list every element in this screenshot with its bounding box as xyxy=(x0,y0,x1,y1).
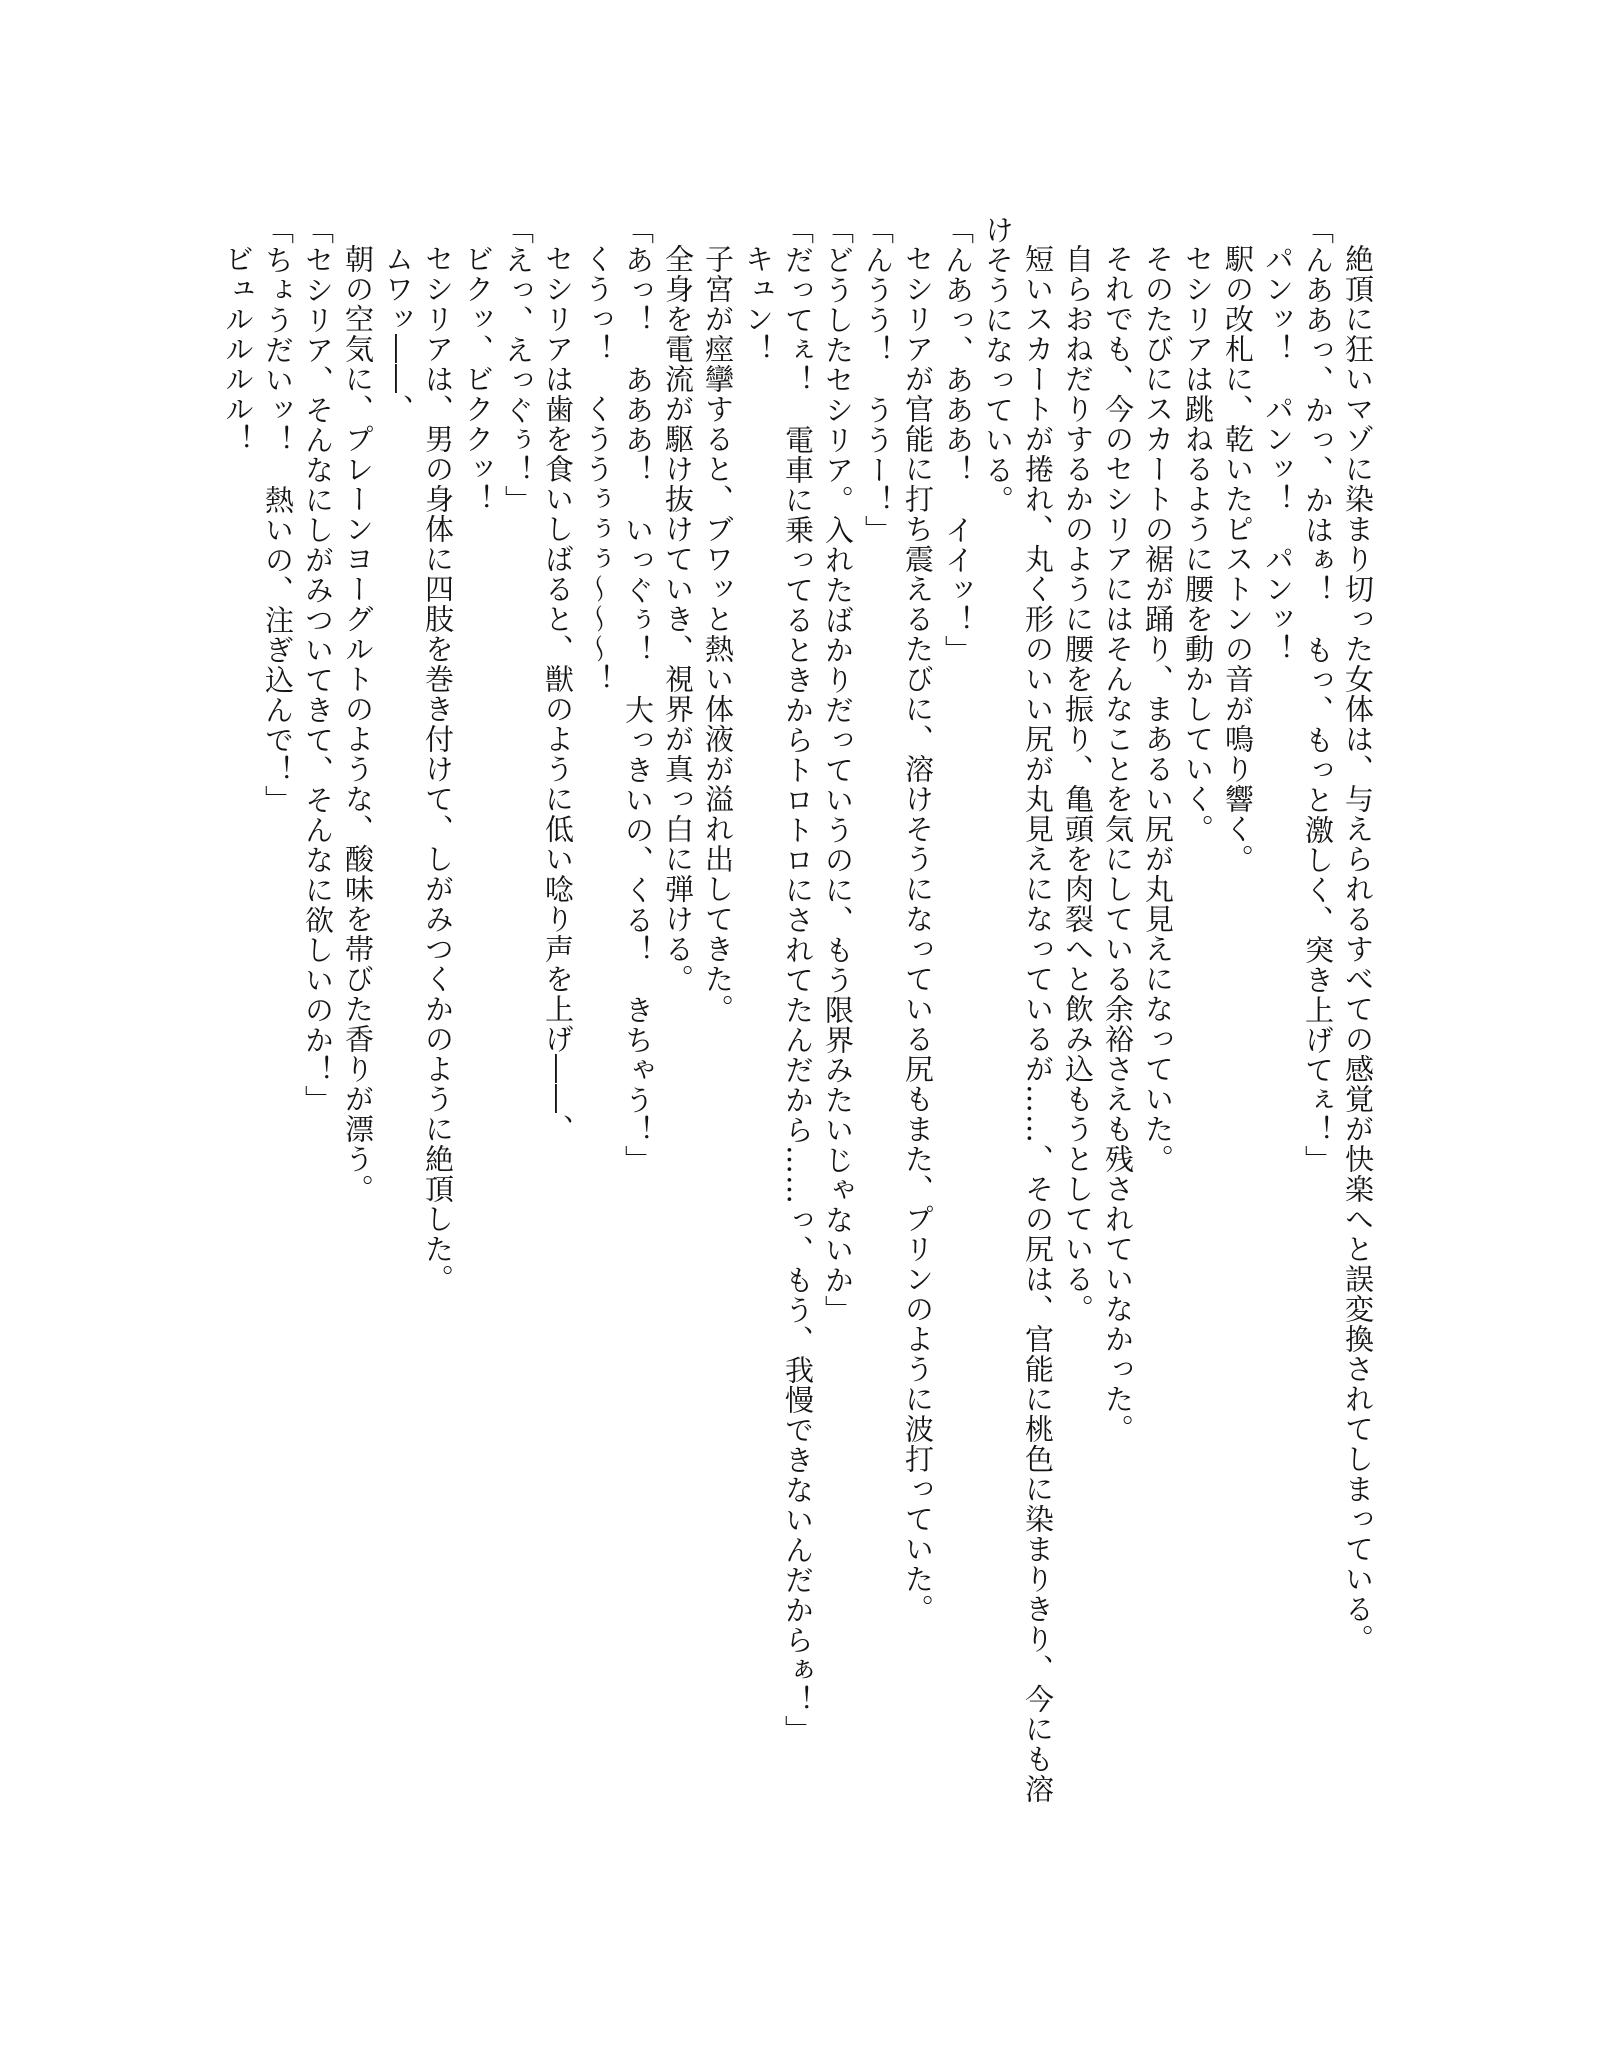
paragraph-narration: それでも、今のセシリアにはそんなことを気にしている余裕さえも残されていなかった。 xyxy=(1101,244,1135,1444)
paragraph-dialogue: 「んあっ、あああ！ イイッ！」 xyxy=(941,215,975,665)
paragraph-sfx: ビクッ、ビククッ！ xyxy=(461,244,495,514)
paragraph-narration: 駅の改札に、乾いたピストンの音が鳴り響く。 xyxy=(1221,244,1255,874)
paragraph-narration: セシリアは跳ねるように腰を動かしていく。 xyxy=(1181,244,1215,844)
paragraph-narration: セシリアは、男の身体に四肢を巻き付けて、しがみつくかのように絶頂した。 xyxy=(421,244,455,1294)
paragraph-narration: 子宮が痙攣すると、ブワッと熱い体液が溢れ出してきた。 xyxy=(701,244,735,1024)
paragraph-sfx: パンッ！ パンッ！ パンッ！ xyxy=(1261,244,1295,664)
vertical-text-block xyxy=(218,215,1378,1805)
paragraph-dialogue: 「えっ、えっぐぅ！」 xyxy=(501,215,535,515)
paragraph-narration: 短いスカートが捲れ、丸く形のいい尻が丸見えになっているが……、その尻は、官能に桃色に染まりきり、今にも溶けそうになっている。 xyxy=(981,215,1055,1804)
paragraph-dialogue: 「セシリア、そんなにしがみついてきて、そんなに欲しいのか！」 xyxy=(301,215,335,1115)
paragraph-dialogue: 「あっ！ あああ！ いっぐぅ！ 大っきいの、くる！ きちゃう！」 xyxy=(621,215,655,1175)
paragraph-narration: 全身を電流が駆け抜けていき、視界が真っ白に弾ける。 xyxy=(661,244,695,994)
paragraph-dialogue: 「んああっ、かっ、かはぁ！ もっ、もっと激しく、突き上げてぇ！」 xyxy=(1301,215,1335,1175)
paragraph-sfx: くうっ！ くううぅぅぅ～～～！ xyxy=(581,244,615,694)
paragraph-narration: 自らおねだりするかのように腰を振り、亀頭を肉裂へと飲み込もうとしている。 xyxy=(1061,244,1095,1324)
paragraph-sfx: ムワッ――、 xyxy=(381,244,415,424)
paragraph-narration: 朝の空気に、プレーンヨーグルトのような、酸味を帯びた香りが漂う。 xyxy=(341,244,375,1204)
paragraph-dialogue: 「どうしたセシリア。入れたばかりだっていうのに、もう限界みたいじゃないか」 xyxy=(821,215,855,1325)
paragraph-narration: 絶頂に狂いマゾに染まり切った女体は、与えられるすべての感覚が快楽へと誤変換されてしまっている。 xyxy=(1341,244,1375,1654)
paragraph-dialogue: 「んうう！ ううー！」 xyxy=(861,215,895,545)
paragraph-narration: セシリアが官能に打ち震えるたびに、溶けそうになっている尻もまた、プリンのように波打っていた。 xyxy=(901,244,935,1624)
paragraph-dialogue: 「ちょうだいッ！ 熱いの、注ぎ込んで！」 xyxy=(261,215,295,815)
paragraph-narration: セシリアは歯を食いしばると、獣のように低い唸り声を上げ――、 xyxy=(541,244,575,1144)
paragraph-dialogue: 「だってぇ！ 電車に乗ってるときからトロトロにされてたんだから……っ、もう、我慢できないんだからぁ！」 xyxy=(781,215,815,1745)
paragraph-sfx: ビュルルルル！ xyxy=(221,244,255,454)
paragraph-narration: そのたびにスカートの裾が踊り、まあるい尻が丸見えになっていた。 xyxy=(1141,244,1175,1174)
paragraph-sfx: キュン！ xyxy=(741,244,775,364)
